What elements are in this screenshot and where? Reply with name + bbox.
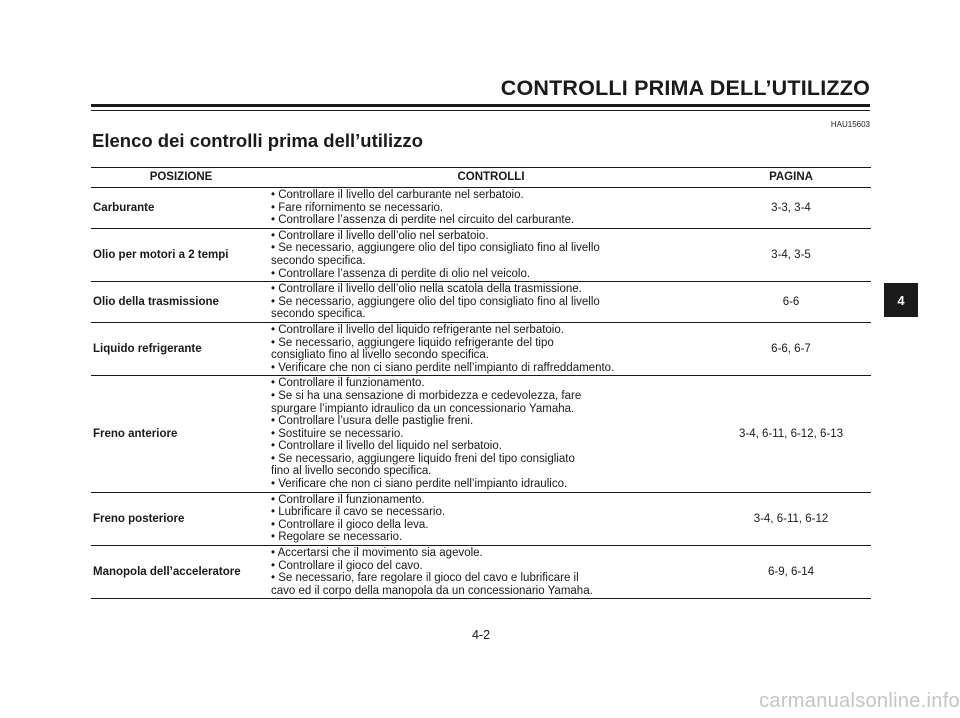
header-rule-thin [91,110,870,111]
table-body [91,188,871,599]
row-position: Freno posteriore [91,492,271,545]
row-position: Olio della trasmissione [91,282,271,323]
row-position: Carburante [91,188,271,229]
check-line: • Verificare che non ci siano perdite nell’impianto di raffreddamento. [271,361,615,374]
check-line: • Regolare se necessario. [271,531,403,544]
check-line: • Accertarsi che il movimento sia agevole. [271,547,483,560]
row-position: Manopola dell’acceleratore [91,546,271,599]
column-header-position: POSIZIONE [91,168,271,188]
check-line: • Verificare che non ci siano perdite nell’impianto idraulico. [271,478,568,491]
check-line: • Fare rifornimento se necessario. [271,201,444,214]
row-position: Liquido refrigerante [91,322,271,375]
check-line: secondo specifica. [271,254,366,267]
page-header: CONTROLLI PRIMA DELL’UTILIZZO [500,76,870,100]
header-rule-thick [91,104,870,107]
row-checks [271,228,711,281]
chapter-tab: 4 [884,283,918,317]
check-line: • Controllare il funzionamento. [271,377,425,390]
page-number: 4-2 [471,628,491,642]
check-line: • Se necessario, aggiungere olio del tipo consigliato fino al livello [271,242,600,255]
table-row [91,228,871,281]
column-header-checks: CONTROLLI [271,168,711,188]
row-checks [271,188,711,229]
row-pages: 3-4, 6-11, 6-12, 6-13 [711,376,871,492]
check-line: cavo ed il corpo della manopola da un concessionario Yamaha. [271,584,593,597]
check-line: • Se necessario, aggiungere liquido refrigerante del tipo [271,336,554,349]
check-line: secondo specifica. [271,308,366,321]
row-checks [271,376,711,492]
table-header-row [91,168,871,188]
table-row [91,322,871,375]
check-line: spurgare l’impianto idraulico da un concessionario Yamaha. [271,402,575,415]
checks-table [91,167,871,599]
table-row [91,546,871,599]
check-line: • Controllare il livello del carburante nel serbatoio. [271,189,524,201]
row-pages: 3-3, 3-4 [711,188,871,229]
table-row [91,376,871,492]
table-row [91,282,871,323]
check-line: • Se necessario, aggiungere liquido freni del tipo consigliato [271,452,575,465]
check-line: • Controllare il livello dell’olio nella scatola della trasmissione. [271,283,582,296]
check-line: • Controllare il gioco della leva. [271,518,429,531]
check-line: • Controllare l’assenza di perdite nel circuito del carburante. [271,214,575,227]
check-line: • Controllare l’usura delle pastiglie freni. [271,415,474,428]
section-title: Elenco dei controlli prima dell’utilizzo [92,130,423,151]
check-line: • Lubrificare il cavo se necessario. [271,506,446,519]
check-line: • Controllare il gioco del cavo. [271,559,423,572]
row-position: Olio per motori a 2 tempi [91,228,271,281]
table-row [91,492,871,545]
check-line: • Controllare il funzionamento. [271,493,425,506]
check-line: • Se si ha una sensazione di morbidezza e cedevolezza, fare [271,389,582,402]
check-line: • Sostituire se necessario. [271,427,404,440]
row-pages: 3-4, 6-11, 6-12 [711,492,871,545]
row-pages: 6-6, 6-7 [711,322,871,375]
row-checks [271,546,711,599]
check-line: • Se necessario, fare regolare il gioco del cavo e lubrificare il [271,572,579,585]
check-line: • Controllare il livello del liquido nel serbatoio. [271,440,502,453]
document-code: HAU15603 [830,120,870,129]
column-header-page: PAGINA [711,168,871,188]
row-checks [271,322,711,375]
check-line: consigliato fino al livello secondo specifica. [271,349,489,362]
row-pages: 3-4, 3-5 [711,228,871,281]
check-line: • Controllare l’assenza di perdite di olio nel veicolo. [271,267,531,280]
row-position: Freno anteriore [91,376,271,492]
table-row [91,188,871,229]
row-pages: 6-9, 6-14 [711,546,871,599]
check-line: • Controllare il livello del liquido refrigerante nel serbatoio. [271,323,564,336]
check-line: • Controllare il livello dell’olio nel serbatoio. [271,229,489,242]
row-checks [271,282,711,323]
check-line: fino al livello secondo specifica. [271,465,432,478]
row-checks [271,492,711,545]
watermark: carmanualsonline.info [759,690,960,712]
check-line: • Se necessario, aggiungere olio del tipo consigliato fino al livello [271,295,600,308]
row-pages: 6-6 [711,282,871,323]
